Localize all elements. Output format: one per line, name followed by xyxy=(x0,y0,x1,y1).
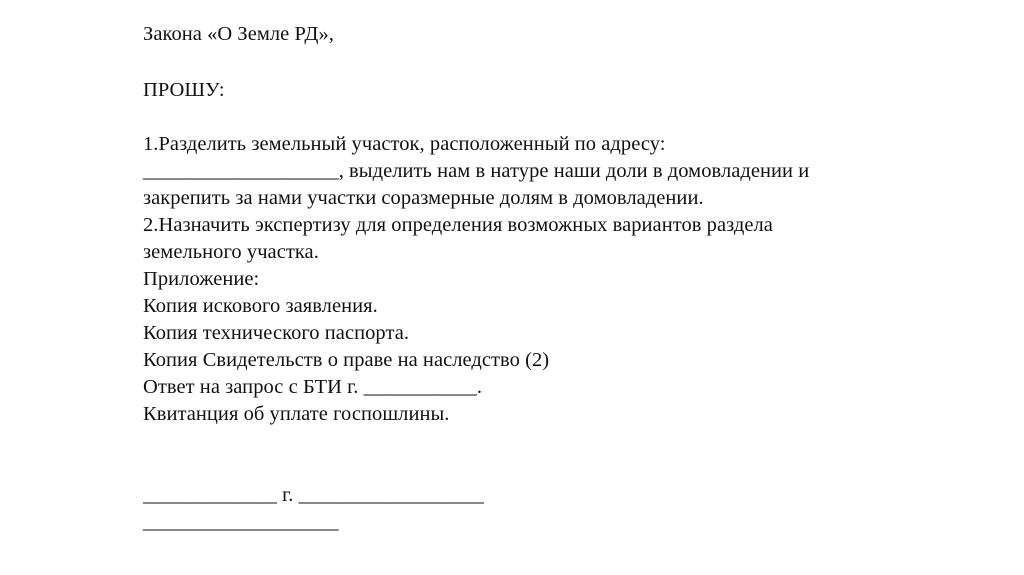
attachment-item: Ответ на запрос с БТИ г. ___________. xyxy=(143,376,483,398)
request-item-1-line-2: ___________________, выделить нам в натуре наши доли в домовладении и xyxy=(143,160,810,182)
request-item-1-line-1: 1.Разделить земельный участок, расположенный по адресу: xyxy=(143,133,666,155)
spacer xyxy=(143,428,943,482)
request-item-2-line-2: земельного участка. xyxy=(143,241,319,263)
law-reference-line: Закона «О Земле РД», xyxy=(143,23,334,45)
attachment-item: Копия искового заявления. xyxy=(143,295,378,317)
request-heading: ПРОШУ: xyxy=(143,79,225,101)
document-body xyxy=(143,21,943,536)
spacer xyxy=(143,104,943,131)
signature-line: ___________________ xyxy=(143,511,339,533)
spacer xyxy=(143,48,943,77)
attachments-heading: Приложение: xyxy=(143,268,260,290)
date-signature-line: _____________ г. __________________ xyxy=(143,484,484,506)
request-item-1-line-3: закрепить за нами участки соразмерные долям в домовладении. xyxy=(143,187,704,209)
attachment-item: Копия Свидетельств о праве на наследство (2) xyxy=(143,349,550,371)
attachment-item: Копия технического паспорта. xyxy=(143,322,410,344)
request-item-2-line-1: 2.Назначить экспертизу для определения возможных вариантов раздела xyxy=(143,214,773,236)
attachment-item: Квитанция об уплате госпошлины. xyxy=(143,403,450,425)
